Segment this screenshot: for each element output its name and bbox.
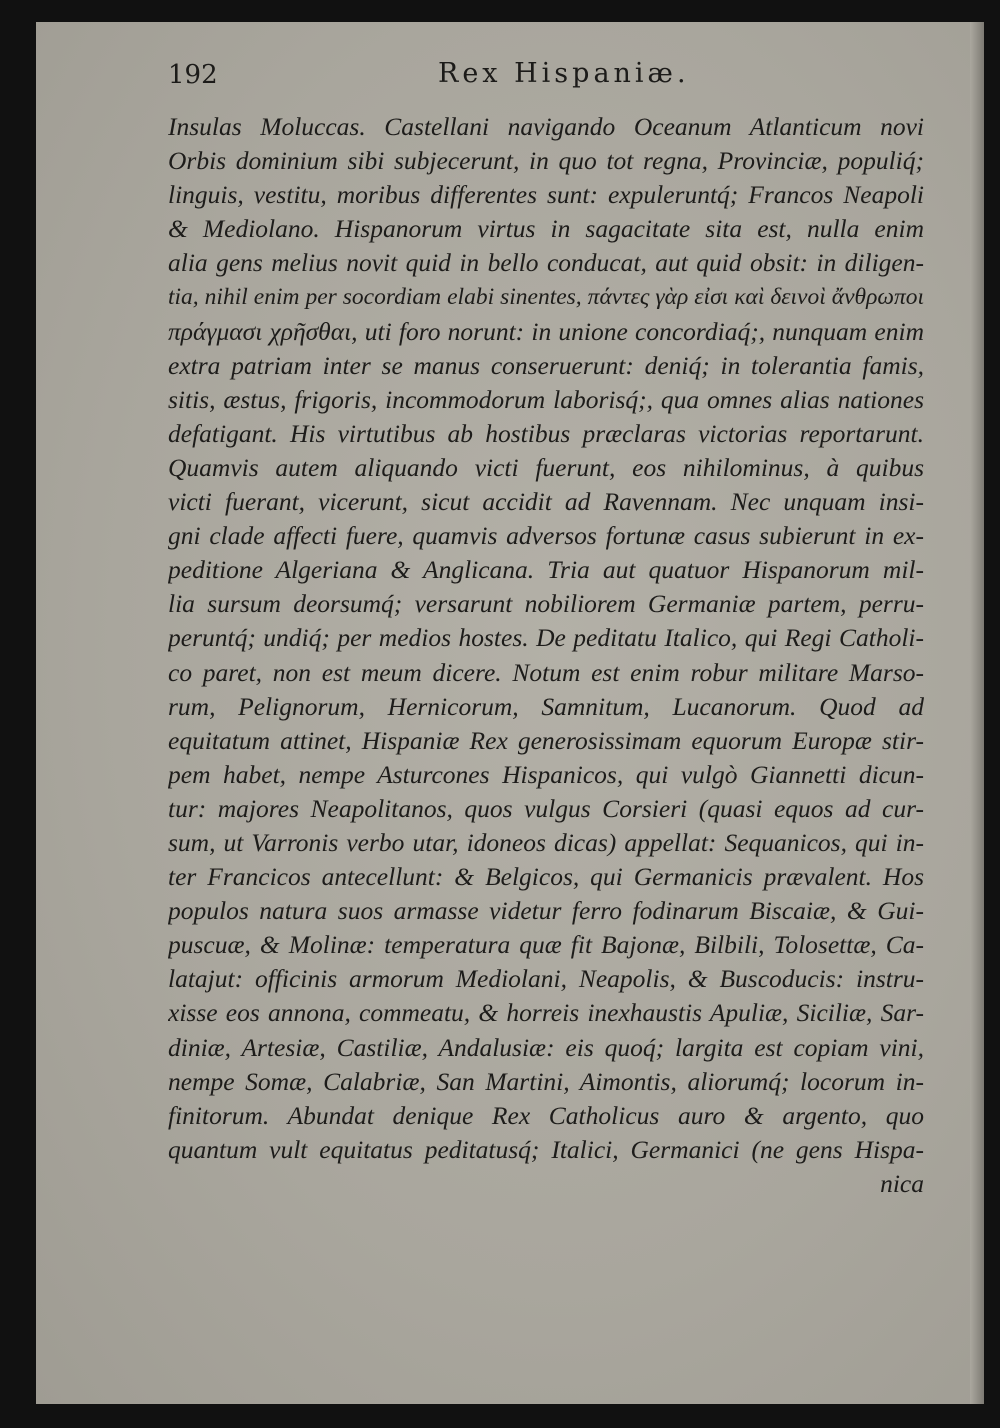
text-line: defatigant. His virtutibus ab hostibus præclaras victorias reportarunt. <box>168 418 924 448</box>
text-line: tur: majores Neapolitanos, quos vulgus Corsieri (quasi equos ad cur- <box>168 793 924 823</box>
text-line: peruntq́; undiq́; per medios hostes. De peditatu Italico, qui Regi Catholi- <box>168 623 924 653</box>
running-title: Rex Hispaniæ. <box>438 58 690 89</box>
text-line: equitatum attinet, Hispaniæ Rex generosissimam equorum Europæ stir- <box>168 725 924 755</box>
text-line: victi fuerant, vicerunt, sicut accidit ad Ravennam. Nec unquam insi- <box>168 487 924 517</box>
text-line: diniæ, Artesiæ, Castiliæ, Andalusiæ: eis quoq́; largita est copiam vini, <box>168 1032 924 1062</box>
text-line: sitis, æstus, frigoris, incommodorum laborisq́;, qua omnes alias nationes <box>168 384 924 414</box>
text-line: extra patriam inter se manus conseruerunt: deniq́; in tolerantia famis, <box>168 350 924 380</box>
text-line: latajut: officinis armorum Mediolani, Neapolis, & Buscoducis: instru- <box>168 964 924 994</box>
text-line: pem habet, nempe Asturcones Hispanicos, qui vulgò Giannetti dicun- <box>168 759 924 789</box>
text-line: finitorum. Abundat denique Rex Catholicus auro & argento, quo <box>168 1100 924 1130</box>
text-line: rum, Pelignorum, Hernicorum, Samnitum, Lucanorum. Quod ad <box>168 691 924 721</box>
text-line: alia gens melius novit quid in bello conducat, aut quid obsit: in diligen- <box>168 248 924 278</box>
page-edge-shadow <box>970 22 984 1404</box>
text-line: & Mediolano. Hispanorum virtus in sagacitate sita est, nulla enim <box>168 214 924 244</box>
catchword: nica <box>880 1168 924 1198</box>
text-line: sum, ut Varronis verbo utar, idoneos dicas) appellat: Sequanicos, qui in- <box>168 827 924 857</box>
text-line: peditione Algeriana & Anglicana. Tria aut quatuor Hispanorum mil- <box>168 555 924 585</box>
text-line: quantum vult equitatus peditatusq́; Italici, Germanici (ne gens Hispa- <box>168 1134 924 1164</box>
page-number: 192 <box>168 60 218 90</box>
text-line: nempe Somæ, Calabriæ, San Martini, Aimontis, aliorumq́; locorum in- <box>168 1066 924 1096</box>
text-line: linguis, vestitu, moribus differentes sunt: expuleruntq́; Francos Neapoli <box>168 180 924 210</box>
text-line: Insulas Moluccas. Castellani navigando Oceanum Atlanticum novi <box>168 112 924 141</box>
text-line: tia, nihil enim per socordiam elabi sinentes, πάντες γὰρ εἰσι καὶ δεινοὶ ἄνθρωποι <box>168 284 924 311</box>
text-line: xisse eos annona, commeatu, & horreis inexhaustis Apuliæ, Siciliæ, Sar- <box>168 998 924 1028</box>
text-line: co paret, non est meum dicere. Notum est enim robur militare Marso- <box>168 657 924 687</box>
text-line: populos natura suos armasse videtur ferro fodinarum Biscaiæ, & Gui- <box>168 896 924 926</box>
text-line: gni clade affecti fuere, quamvis adversos fortunæ casus subierunt in ex- <box>168 521 924 551</box>
page-header <box>168 58 748 102</box>
text-line: lia sursum deorsumq́; versarunt nobiliorem Germaniæ partem, perru- <box>168 589 924 619</box>
body-text <box>168 110 924 1201</box>
text-line: ter Francicos antecellunt: & Belgicos, qui Germanicis prævalent. Hos <box>168 862 924 892</box>
text-line: puscuæ, & Molinæ: temperatura quæ fit Bajonæ, Bilbili, Tolosettæ, Ca- <box>168 930 924 960</box>
text-line: Quamvis autem aliquando victi fuerunt, eos nihilominus, à quibus <box>168 452 924 482</box>
text-line: Orbis dominium sibi subjecerunt, in quo tot regna, Provinciæ, populiq́; <box>168 146 924 176</box>
text-line: πράγμασι χρῆσθαι, uti foro norunt: in unione concordiaq́;, nunquam enim <box>168 316 924 346</box>
